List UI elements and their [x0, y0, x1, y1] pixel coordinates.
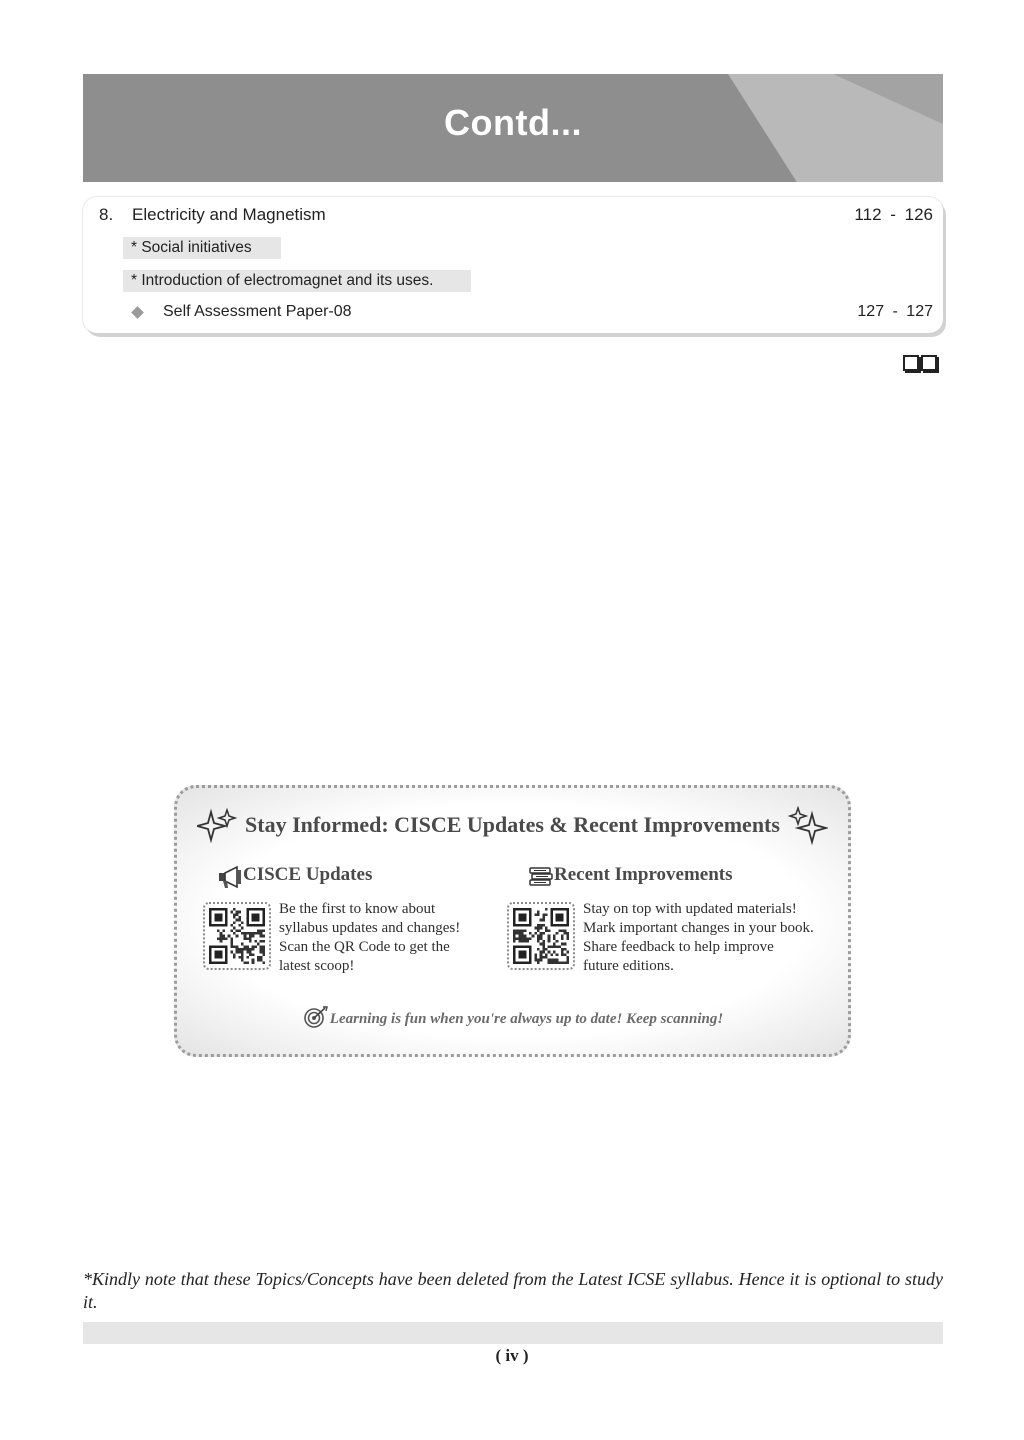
qr-code[interactable] — [203, 902, 271, 970]
chapter-entry[interactable] — [99, 205, 933, 229]
recent-improvements-heading: Recent Improvements — [554, 864, 733, 885]
assessment-title: Self Assessment Paper-08 — [163, 303, 352, 320]
tagline-text: Learning is fun when you're always up to date! Keep scanning! — [329, 1011, 724, 1027]
cisce-updates-section — [203, 862, 533, 982]
target-icon — [302, 1006, 328, 1028]
page-title: Contd... — [444, 102, 582, 143]
info-box-title: Stay Informed: CISCE Updates & Recent Improvements — [245, 812, 780, 837]
cisce-updates-text: Be the first to know about syllabus updates and changes! Scan the QR Code to get the latest scoop! — [279, 901, 461, 974]
footnote: *Kindly note that these Topics/Concepts have been deleted from the Latest ICSE syllabus. Hence it is optional to study it. — [83, 1269, 943, 1312]
deleted-topic: * Social initiatives — [123, 237, 281, 259]
megaphone-icon — [217, 864, 245, 890]
footer-bar — [83, 1322, 943, 1344]
cisce-updates-heading: CISCE Updates — [243, 864, 373, 885]
deleted-topic: * Introduction of electromagnet and its uses. — [123, 270, 471, 292]
recent-improvements-text: Stay on top with updated materials! Mark important changes in your book. Share feedback to help improve future editions. — [583, 901, 814, 974]
books-icon — [527, 864, 555, 890]
tagline — [177, 1006, 848, 1028]
chapter-number: 8. — [99, 205, 114, 224]
header-banner — [83, 74, 943, 182]
recent-improvements-section — [507, 862, 837, 982]
assessment-entry[interactable] — [133, 303, 933, 325]
chapter-title: Electricity and Magnetism — [132, 205, 326, 224]
chapter-pages: 112 - 126 — [854, 205, 933, 224]
diamond-bullet-icon — [131, 306, 144, 319]
assessment-pages: 127 - 127 — [857, 303, 933, 320]
qr-code[interactable] — [507, 902, 575, 970]
contents-card — [83, 197, 943, 333]
stay-informed-box — [174, 785, 851, 1057]
sparkle-icon — [788, 806, 828, 846]
page-number: ( iv ) — [495, 1346, 529, 1365]
end-marks-icon — [903, 353, 943, 371]
